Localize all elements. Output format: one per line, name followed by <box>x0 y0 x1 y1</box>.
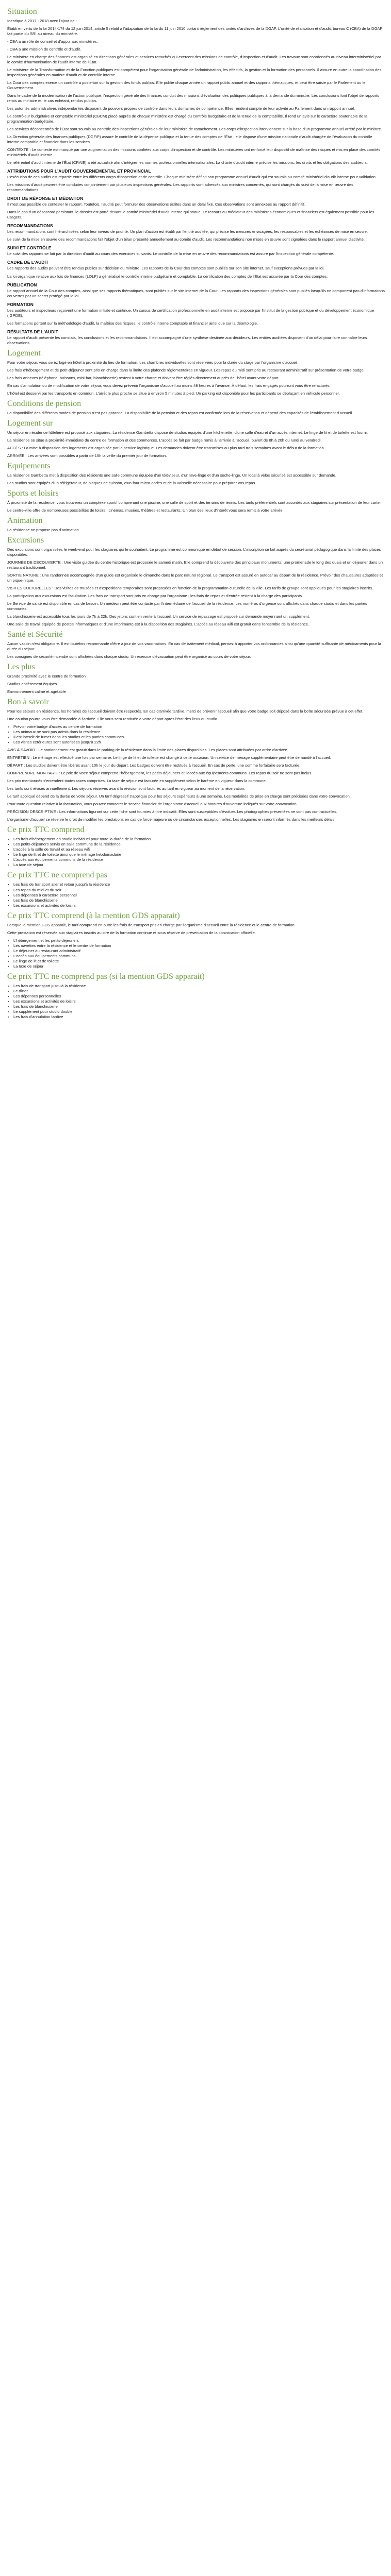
subheading: PUBLICATION <box>7 282 37 287</box>
prix-comprend-section <box>7 825 385 868</box>
les-plus-section <box>7 663 385 694</box>
list-item: • Les repas du midi et du soir <box>13 888 385 893</box>
situation-heading: Situation <box>7 7 37 16</box>
list-item: • Le dîner <box>13 989 385 994</box>
animation-section <box>7 516 385 533</box>
paragraph: Les prix mentionnés s'entendent toutes taxes comprises. La taxe de séjour est facturée en supplément selon le barème en vigueur dans la commune. <box>7 778 267 784</box>
paragraph: Il n'est pas possible de contester le rapport. Toutefois, l'audité peut formuler des observations écrites dans un délai fixé. Ces observations sont annexées au rapport définitif. <box>7 202 306 207</box>
content-block <box>7 302 385 326</box>
list-item: • La taxe de séjour <box>13 964 385 969</box>
bullet-list <box>7 724 385 745</box>
paragraph: La participation aux excursions est facultative. Les frais de transport sont pris en charge par l'organisme ; les frais de repas et d'entrée restent à la charge des participants. <box>7 593 303 598</box>
content-sections <box>7 55 385 346</box>
paragraph: La résidence Gambetta met à disposition des résidents une salle commune équipée d'un téléviseur, d'un lave-linge et d'un sèche-linge. Un local à vélos sécurisé est accessible sur demande. <box>7 472 336 478</box>
list-item: • Les excursions et activités de loisirs <box>13 903 385 908</box>
paragraph: ACCÈS : La mise à disposition des logements est organisée par le service logistique. Les demandes doivent être transmises au plus tard trois semaines avant le début de la formation. <box>7 445 325 450</box>
paragraph: Pour les séjours en résidence, les horaires de l'accueil doivent être respectés. En cas d'arrivée tardive, merci de prévenir l'accueil afin que votre badge soit déposé dans la boîte sécurisée prévue à cet effet. <box>7 709 364 714</box>
prix-ne-comprend-section <box>7 871 385 908</box>
paragraph: SORTIE NATURE : Une randonnée accompagnée d'un guide est organisée le dimanche dans le parc naturel régional. Le transport est assuré en autocar au départ de la résidence. Prévoir des chaussures adaptées et un pique-nique. <box>7 572 383 583</box>
bon-a-savoir-heading: Bon à savoir <box>7 698 49 707</box>
paragraph: Les autorités administratives indépendantes disposent de pouvoirs propres de contrôle dans leurs domaines de compétence. Elles rendent compte de leur activité au Parlement dans un rapport annuel. <box>7 106 355 111</box>
les-plus-heading: Les plus <box>7 663 35 672</box>
logement-heading: Logement <box>7 348 41 358</box>
paragraph: À proximité de la résidence, vous trouverez un complexe sportif comprenant une piscine, une salle de sport et des terrains de tennis. Les tarifs préférentiels sont accordés aux stagiaires sur présentation de leur carte. <box>7 500 381 505</box>
situation-paragraph: Établi en vertu de la loi 2014-174 du 12 juin 2014, article 5 relatif à l'adaptation de la loi du 11 juin 2010 portant règlement des unités d'archives de la DGAF. L'unité de réalisation et d'audit, bureau C (CBA) de la DGAF fait partie du SRI au niveau du ministère. <box>7 26 383 37</box>
list-item: • L'accès aux équipements communs <box>13 954 385 959</box>
prix-ne-comprend-heading: Ce prix TTC ne comprend pas <box>7 871 107 880</box>
paragraph: Les frais annexes (téléphone, boissons, mini-bar, blanchisserie) restent à votre charge et doivent être réglés directement auprès de l'hôtel avant votre départ. <box>7 375 280 380</box>
list-item: • Les dépenses à caractère personnel <box>13 893 385 898</box>
list-item: • Les frais de transport jusqu'à la résidence <box>13 984 385 989</box>
subheading: RECOMMANDATIONS <box>7 223 53 229</box>
paragraph: Dans le cadre de la modernisation de l'action publique, l'inspection générale des finances conduit des missions d'évaluation des politiques publiques à la demande du ministre. Les conclusions font l'objet de rapports remis au ministre et, le cas échéant, rendus publics. <box>7 93 379 104</box>
content-block <box>7 114 385 145</box>
equipements-section <box>7 462 385 486</box>
list-item: • Le linge de lit et de toilette ainsi que le ménage hebdomadaire <box>13 852 385 857</box>
list-item: • L'hébergement et les petits-déjeuners <box>13 938 385 943</box>
animation-heading: Animation <box>7 516 43 525</box>
content-block <box>7 55 385 91</box>
paragraph: La loi organique relative aux lois de finances (LOLF) a généralisé le contrôle interne budgétaire et comptable. La certification des comptes de l'État est assurée par la Cour des comptes. <box>7 274 328 279</box>
paragraph: La Cour des comptes exerce un contrôle a posteriori sur la gestion des fonds publics. Elle publie chaque année un rapport public annuel et des rapports thématiques, et peut être saisie par le Parlement ou le Gouvernement. <box>7 80 366 91</box>
paragraph: JOURNÉE DE DÉCOUVERTE : Une visite guidée du centre historique est proposée le samedi matin. Elle comprend la découverte des principaux monuments, une promenade le long des quais et un déjeuner dans un restaurant traditionnel. <box>7 560 383 570</box>
list-item: • La taxe de séjour <box>13 862 385 868</box>
content-block <box>7 282 385 299</box>
bullet-list <box>7 882 385 908</box>
list-item: • Les petits-déjeuners servis en salle commune de la résidence <box>13 842 385 847</box>
logement-sur-heading: Logement sur <box>7 418 53 428</box>
paragraph: Les consignes de sécurité incendie sont affichées dans chaque studio. Un exercice d'évacuation peut être organisé au cours de votre séjour. <box>7 654 251 659</box>
list-item: • Les navettes entre la résidence et le centre de formation <box>13 943 385 948</box>
paragraph: Les auditeurs et inspecteurs reçoivent une formation initiale et continue. Un cursus de certification professionnelle en audit interne est proposé par l'institut de la gestion publique et du développement économique (IGPDE). <box>7 308 374 318</box>
paragraph: Le suivi de la mise en œuvre des recommandations fait l'objet d'un bilan présenté annuellement au comité d'audit. Les recommandations non mises en œuvre sont signalées dans le rapport annuel d'activité. <box>7 237 365 242</box>
list-item: • Les frais de blanchisserie <box>13 1004 385 1009</box>
bullet-list <box>7 837 385 868</box>
paragraph: ARRIVÉE : Les arrivées sont possibles à partir de 15h la veille du premier jour de formation. <box>7 453 167 458</box>
list-item: • Les frais d'hébergement en studio individuel pour toute la durée de la formation <box>13 837 385 842</box>
paragraph: Le contrôleur budgétaire et comptable ministériel (CBCM) placé auprès de chaque ministère est chargé du contrôle budgétaire et de la tenue de la comptabilité. Il rend un avis sur le caractère soutenable de la programmation budgétaire. <box>7 114 368 124</box>
logement-sur-section <box>7 419 385 459</box>
paragraph: La résidence se situe à proximité immédiate du centre de formation et des commerces. L'accès se fait par badge remis à l'arrivée à l'accueil, ouvert de 8h à 20h du lundi au vendredi. <box>7 437 322 443</box>
content-block <box>7 196 385 220</box>
bullet-list <box>7 938 385 969</box>
paragraph: COMPRENDRE MON TARIF : Le prix de votre séjour comprend l'hébergement, les petits-déjeuners et l'accès aux équipements communs. Les repas du soir ne sont pas inclus. <box>7 771 313 776</box>
paragraph: ENTRETIEN : Le ménage est effectué une fois par semaine. Le linge de lit et de toilette est changé à cette occasion. Un service de ménage supplémentaire peut être demandé à l'accueil. <box>7 755 331 760</box>
bullet-list <box>7 984 385 1020</box>
document <box>0 0 391 1032</box>
paragraph: La blanchisserie est accessible tous les jours de 7h à 22h. Des jetons sont en vente à l'accueil. Un service de repassage est proposé sur demande moyennant un supplément. <box>7 614 310 619</box>
situation-section <box>7 7 385 52</box>
subheading: CADRE DE L'AUDIT <box>7 260 48 265</box>
list-item: • Les excursions et activités de loisirs <box>13 999 385 1004</box>
paragraph: Cette prestation est réservée aux stagiaires inscrits au titre de la formation continue et sous réserve de présentation de la convocation officielle. <box>7 930 256 935</box>
list-item: • Le supplément pour studio double <box>13 1009 385 1014</box>
tarifs-section <box>7 771 385 822</box>
logement-section <box>7 349 385 396</box>
list-item: • Les animaux ne sont pas admis dans la résidence <box>13 730 385 735</box>
prix-comprend-heading: Ce prix TTC comprend <box>7 825 85 835</box>
paragraph: La Direction générale des finances publiques (DGFiP) assure le contrôle de la dépense publique et la tenue des comptes de l'État ; elle dispose d'une mission nationale d'audit chargée de l'évaluation du contrôle interne comptable et financier dans les services. <box>7 134 372 145</box>
situation-paragraph: - CBA a un rôle de conseil et d'appui aux ministères. <box>7 39 98 44</box>
sports-section <box>7 489 385 513</box>
paragraph: Les services déconcentrés de l'État sont soumis au contrôle des inspections générales de leur ministère de rattachement. Les corps d'inspection interviennent sur la base d'un programme annuel arrêté par le ministre. <box>7 127 382 132</box>
paragraph: AVIS À SAVOIR : Le stationnement est gratuit dans le parking de la résidence dans la limite des places disponibles. Les places sont attribuées par ordre d'arrivée. <box>7 748 288 753</box>
list-item: • Le linge de lit et de toilette <box>13 959 385 964</box>
sports-heading: Sports et loisirs <box>7 488 59 498</box>
paragraph: L'exécution de ces audits est répartie entre les différents corps d'inspection et de contrôle. Chaque ministère définit son programme annuel d'audit qui est soumis au comité ministériel d'audit interne pour validation. <box>7 175 377 180</box>
paragraph: La résidence ne propose pas d'animation. <box>7 527 80 532</box>
paragraph: Le référentiel d'audit interne de l'État (CRAIE) a été actualisé afin d'intégrer les normes professionnelles internationales. La charte d'audit interne précise les missions, les droits et les obligations des auditeurs. <box>7 160 368 165</box>
list-item: • Les dépenses personnelles <box>13 994 385 999</box>
situation-paragraph: - CBA a une mission de contrôle et d'audit. <box>7 47 82 52</box>
content-block <box>7 147 385 165</box>
list-item: • Les frais d'annulation tardive <box>13 1014 385 1020</box>
content-block <box>7 245 385 257</box>
paragraph: Grande proximité avec le centre de formation <box>7 674 86 679</box>
paragraph: Les studios sont équipés d'un réfrigérateur, de plaques de cuisson, d'un four micro-ondes et de la vaisselle nécessaire pour préparer vos repas. <box>7 480 256 485</box>
list-item: • Prévoir votre badge d'accès au centre de formation <box>13 724 385 730</box>
content-block <box>7 168 385 193</box>
prix-gds-ne-section <box>7 972 385 1020</box>
list-item: • Les frais de transport aller et retour jusqu'à la résidence <box>13 882 385 887</box>
paragraph: L'hôtel est desservi par les transports en commun. L'arrêt le plus proche se situe à environ 5 minutes à pied. Un parking est disponible pour les participants se déplaçant en véhicule personnel. <box>7 391 340 396</box>
paragraph: Une caution pourra vous être demandée à l'arrivée. Elle vous sera restituée à votre départ après l'état des lieux du studio. <box>7 717 218 722</box>
paragraph: Le suivi des rapports se fait par la direction d'audit au cours des exercices suivants. Le contrôle de la mise en œuvre des recommandations est assuré par l'inspection générale compétente. <box>7 251 334 257</box>
prix-gds-section <box>7 911 385 969</box>
prix-gds-heading: Ce prix TTC comprend (à la mention GDS apparait) <box>7 911 180 920</box>
equipements-heading: Equipements <box>7 461 51 470</box>
paragraph: Le centre-ville offre de nombreuses possibilités de loisirs : cinémas, musées, théâtres et restaurants. Un plan des lieux d'intérêt vous sera remis à votre arrivée. <box>7 507 284 513</box>
conditions-section <box>7 399 385 416</box>
sante-section <box>7 630 385 659</box>
conditions-heading: Conditions de pension <box>7 399 82 408</box>
paragraph: Environnement calme et agréable <box>7 689 66 694</box>
content-block <box>7 223 385 242</box>
paragraph: VISITES CULTURELLES : Des visites de musées et d'expositions temporaires sont proposées en fonction de la programmation culturelle de la ville. Les tarifs de groupe sont appliqués pour les stagiaires inscrits. <box>7 585 373 590</box>
sante-heading: Santé et Sécurité <box>7 630 63 639</box>
paragraph: Des excursions sont organisées le week-end pour les stagiaires qui le souhaitent. Le programme est communiqué en début de session. L'inscription se fait auprès du secrétariat pédagogique dans la limite des places disponibles. <box>7 547 381 557</box>
content-block <box>7 93 385 111</box>
paragraph: CONTEXTE : Le contexte est marqué par une augmentation des missions confiées aux corps d'inspection et de contrôle. Les ministères ont renforcé leur dispositif de maîtrise des risques et mis en place des comités ministériels d'audit interne. <box>7 147 381 158</box>
paragraph: Le rapport d'audit présente les constats, les conclusions et les recommandations. Il est accompagné d'une synthèse destinée aux décideurs. Les entités auditées disposent d'un délai pour faire connaître leurs observations. <box>7 335 367 345</box>
paragraph: Les recommandations sont hiérarchisées selon leur niveau de priorité. Un plan d'action est établi par l'entité auditée, qui précise les mesures envisagées, les responsables et les échéances de mise en œuvre. <box>7 229 368 234</box>
list-item: • Les frais de blanchisserie <box>13 898 385 903</box>
paragraph: Le ministère en charge des finances est organisé en directions générales et services rattachés qui exercent des missions de contrôle, d'inspection et d'audit. Les travaux sont coordonnés au niveau interministériel par le comité d'harmonisation de l'audit interne de l'État. <box>7 55 381 65</box>
paragraph: Les frais d'hébergement et de petit-déjeuner sont pris en charge dans la limite des plafonds réglementaires en vigueur. Les repas du midi sont pris au restaurant administratif sur présentation de votre badge. <box>7 367 365 372</box>
paragraph: La disponibilité des différents modes de pension n'est pas garantie. La disponibilité de la pension et des repas est confirmée lors de la réservation et dépend des capacités de l'établissement d'accueil. <box>7 410 353 415</box>
paragraph: Les formations portent sur la méthodologie d'audit, la maîtrise des risques, le contrôle interne comptable et financier ainsi que sur la déontologie. <box>7 320 258 326</box>
list-item: • Il est interdit de fumer dans les studios et les parties communes <box>13 735 385 740</box>
paragraph: En cas d'annulation ou de modification de votre séjour, vous devez prévenir l'organisme d'accueil au moins 48 heures à l'avance. À défaut, les frais engagés pourront vous être refacturés. <box>7 383 331 388</box>
paragraph: Une salle de travail équipée de postes informatiques et d'une imprimante est à la disposition des stagiaires. L'accès au réseau wifi est gratuit dans l'ensemble de la résidence. <box>7 622 309 627</box>
paragraph: Un séjour en résidence hôtelière est proposé aux stagiaires. La résidence Gambetta dispose de studios équipés d'une kitchenette, d'une salle d'eau et d'un accès internet. Le linge de lit et de toilette est fourni. <box>7 430 368 435</box>
paragraph: Les tarifs sont révisés annuellement. Les séjours réservés avant la révision sont facturés au tarif en vigueur au moment de la réservation. <box>7 786 246 791</box>
paragraph: Lorsque la mention GDS apparaît, le tarif comprend en outre les frais de transport pris en charge par l'organisme d'accueil entre la résidence et le centre de formation. <box>7 922 296 927</box>
content-block <box>7 329 385 346</box>
bon-a-savoir-section <box>7 698 385 768</box>
paragraph: Dans le cas d'un désaccord persistant, le dossier est porté devant le comité ministériel d'audit interne qui statue. Le recours au médiateur des ministères économiques et financiers est également possible pour les usagers. <box>7 210 374 220</box>
paragraph: Les missions d'audit peuvent être conduites conjointement par plusieurs inspections générales. Les rapports sont adressés aux ministres concernés, qui sont chargés du suivi de la mise en œuvre des recommandations. <box>7 182 353 193</box>
subheading: RÉSULTATS DE L'AUDIT <box>7 329 58 334</box>
list-item: • L'accès aux équipements communs de la résidence <box>13 857 385 862</box>
paragraph: L'organisme d'accueil se réserve le droit de modifier les prestations en cas de force majeure ou de circonstances exceptionnelles. Les stagiaires en seront informés dans les meilleurs délais. <box>7 817 336 822</box>
subheading: SUIVI ET CONTRÔLE <box>7 245 52 251</box>
paragraph: DÉPART : Les studios doivent être libérés avant 10h le jour du départ. Les badges doivent être restitués à l'accueil. En cas de perte, une somme forfaitaire sera facturée. <box>7 763 301 768</box>
content-block <box>7 260 385 279</box>
paragraph: Les rapports des audits peuvent être rendus publics sur décision du ministre. Les rapports de la Cour des comptes sont publiés sur son site internet, sauf exceptions prévues par la loi. <box>7 266 325 271</box>
subheading: FORMATION <box>7 301 34 307</box>
list-item: • Le déjeuner au restaurant administratif <box>13 948 385 954</box>
prix-gds-ne-heading: Ce prix TTC ne comprend pas (si la mention GDS apparait) <box>7 972 205 981</box>
paragraph: Le rapport annuel de la Cour des comptes, ainsi que ses rapports thématiques, sont publiés sur le site internet de la Cour. Les rapports des inspections générales sont publiés lorsqu'ils ne comportent pas d'informations couvertes par un secret protégé par la loi. <box>7 288 385 298</box>
services-section <box>7 601 385 627</box>
subheading: DROIT DE RÉPONSE ET MÉDIATION <box>7 196 84 201</box>
paragraph: Le tarif appliqué dépend de la durée de votre séjour. Un tarif dégressif s'applique pour les séjours supérieurs à une semaine. Les modalités de prise en charge sont précisées dans votre convocation. <box>7 794 351 799</box>
list-item: • Les visites extérieures sont autorisées jusqu'à 22h <box>13 740 385 745</box>
paragraph: Le ministère de la Transformation et de la Fonction publiques est compétent pour l'organisation générale de l'administration, les effectifs, la gestion et la formation des personnels. Il assure en outre la coordination des inspections générales en matière d'audit et de contrôle interne. <box>7 67 382 78</box>
paragraph: Aucun vaccin n'est obligatoire. Il est toutefois recommandé d'être à jour de vos vaccinations. En cas de traitement médical, pensez à apporter vos ordonnances ainsi qu'une quantité suffisante de médicaments pour la durée du séjour. <box>7 641 381 652</box>
paragraph: Le Service de santé est disponible en cas de besoin. Un médecin peut être contacté par l'intermédiaire de l'accueil de la résidence. Les numéros d'urgence sont affichés dans chaque studio et dans les parties communes. <box>7 601 367 611</box>
excursions-section <box>7 536 385 599</box>
paragraph: Pour toute question relative à la facturation, vous pouvez contacter le service financier de l'organisme d'accueil aux horaires d'ouverture indiqués sur votre convocation. <box>7 802 298 807</box>
paragraph: Pour votre séjour, vous serez logé en hôtel à proximité du lieu de formation. Les chambres individuelles sont réservées pour la durée du stage par l'organisme d'accueil. <box>7 360 299 365</box>
excursions-heading: Excursions <box>7 535 44 545</box>
subheading: ATTRIBUTIONS POUR L'AUDIT GOUVERNEMENTAL ET PROVINCIAL <box>7 168 151 174</box>
paragraph: PRÉCISION DESCRIPTIVE : Les informations figurant sur cette fiche sont fournies à titre indicatif. Elles sont susceptibles d'évoluer. Les photographies présentées ne sont pas contractuelles. <box>7 809 338 815</box>
paragraph: Studios entièrement équipés <box>7 682 57 687</box>
list-item: • L'accès à la salle de travail et au réseau wifi <box>13 847 385 852</box>
situation-paragraph: Identique à 2017 - 2018 avec l'ajout de : <box>7 19 77 23</box>
